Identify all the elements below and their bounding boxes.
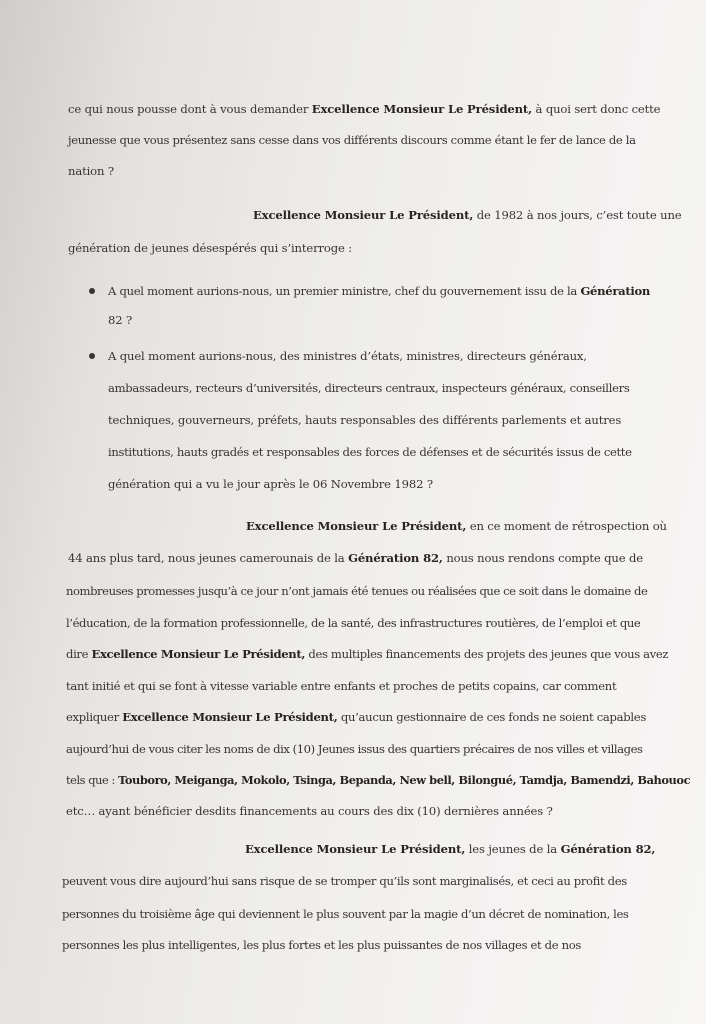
- bullet2-line-4: institutions, hauts gradés et responsables des forces de défenses et de sécurités issus de cette: [108, 445, 632, 459]
- bullet2-line-3: techniques, gouverneurs, préfets, hauts responsables des différents parlements et autres: [108, 413, 622, 427]
- salutation: Excellence Monsieur Le Président,: [91, 647, 306, 661]
- text-span: 44 ans plus tard, nous jeunes camerounais de la: [68, 551, 349, 565]
- p4-line-4: personnes les plus intelligentes, les plus fortes et les plus puissantes de nos villages et de nos: [62, 938, 581, 952]
- p1-line-1: [68, 102, 661, 116]
- salutation: Excellence Monsieur Le Président,: [245, 842, 466, 856]
- text-span: les jeunes de la: [465, 842, 561, 856]
- p4-line-3: personnes du troisième âge qui deviennent le plus souvent par la magie d’un décret de nomination, les: [62, 907, 629, 921]
- text-span: expliquer: [66, 710, 123, 724]
- text-span: de 1982 à nos jours, c’est toute une: [473, 208, 682, 222]
- bullet2-line-1: A quel moment aurions-nous, des ministres d’états, ministres, directeurs généraux,: [108, 349, 587, 363]
- bullet2-line-5: génération qui a vu le jour après le 06 Novembre 1982 ?: [108, 477, 433, 491]
- text-span: nous nous rendons compte que de: [442, 551, 643, 565]
- p1-line-2: jeunesse que vous présentez sans cesse dans vos différents discours comme étant le fer de lance de la: [68, 133, 636, 147]
- p3-line-4: l’éducation, de la formation professionnelle, de la santé, des infrastructures routières, de l’emploi et que: [66, 616, 641, 630]
- p3-line-7: [66, 710, 646, 724]
- neighborhood-list: Touboro, Meiganga, Mokolo, Tsinga, Bepanda, New bell, Bilongué, Tamdja, Bamendzi, Bahouoc: [118, 773, 691, 787]
- generation-label: Génération 82,: [560, 842, 656, 856]
- p2-line-1: [253, 208, 682, 222]
- text-span: A quel moment aurions-nous, un premier ministre, chef du gouvernement issu de la: [108, 284, 581, 298]
- text-span: tels que :: [66, 773, 119, 787]
- p4-line-1: [245, 842, 655, 856]
- p3-line-10: etc… ayant bénéficier desdits financements au cours des dix (10) dernières années ?: [66, 804, 553, 818]
- text-span: à quoi sert donc cette: [532, 102, 661, 116]
- p2-line-2: génération de jeunes désespérés qui s’interroge :: [68, 241, 352, 255]
- salutation: Excellence Monsieur Le Président,: [311, 102, 532, 116]
- bullet1-line-1: [108, 284, 650, 298]
- generation-label: Génération 82,: [348, 551, 443, 565]
- salutation: Excellence Monsieur Le Président,: [246, 519, 467, 533]
- p3-line-8: aujourd’hui de vous citer les noms de dix (10) Jeunes issus des quartiers précaires de nos villes et villages: [66, 742, 643, 756]
- p1-line-3: nation ?: [68, 164, 114, 178]
- text-span: dire: [66, 647, 92, 661]
- text-span: des multiples financements des projets des jeunes que vous avez: [305, 647, 669, 661]
- p4-line-2: peuvent vous dire aujourd’hui sans risque de se tromper qu’ils sont marginalisés, et ceci au profit des: [62, 874, 627, 888]
- salutation: Excellence Monsieur Le Président,: [253, 208, 474, 222]
- text-span: ce qui nous pousse dont à vous demander: [68, 102, 312, 116]
- bullet2-line-2: ambassadeurs, recteurs d’universités, directeurs centraux, inspecteurs généraux, conseillers: [108, 381, 630, 395]
- bullet1-line-2: 82 ?: [108, 313, 133, 327]
- text-span: qu’aucun gestionnaire de ces fonds ne soient capables: [337, 710, 647, 724]
- bullet-icon: [89, 288, 95, 294]
- salutation: Excellence Monsieur Le Président,: [122, 710, 338, 724]
- p3-line-2: [68, 551, 643, 565]
- p3-line-6: tant initié et qui se font à vitesse variable entre enfants et proches de petits copains, car comment: [66, 679, 617, 693]
- p3-line-1: [246, 519, 667, 533]
- p3-line-9: [66, 773, 690, 787]
- p3-line-5: [66, 647, 668, 661]
- generation-label: Génération: [580, 284, 651, 298]
- p3-line-3: nombreuses promesses jusqu’à ce jour n’ont jamais été tenues ou réalisées que ce soit dans le domaine de: [66, 584, 648, 598]
- bullet-icon: [89, 353, 95, 359]
- text-span: en ce moment de rétrospection où: [466, 519, 667, 533]
